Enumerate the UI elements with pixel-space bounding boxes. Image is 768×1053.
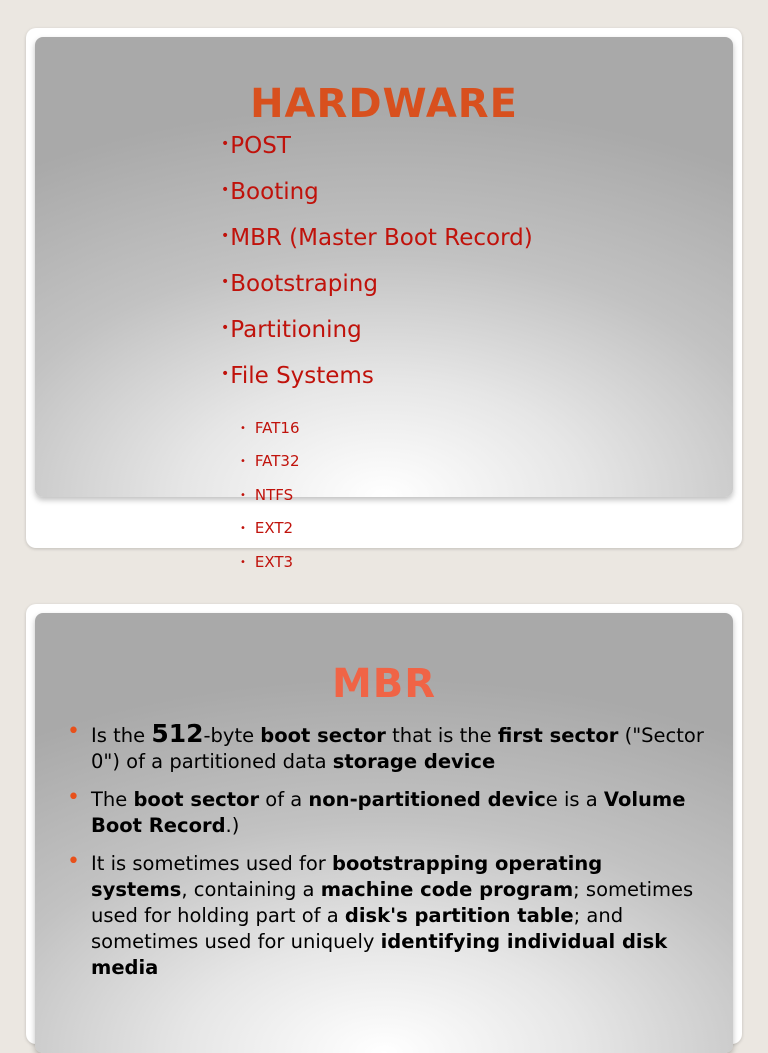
bullet-icon: • (67, 849, 80, 874)
bullet-icon: • (221, 228, 230, 244)
slide-title: MBR (331, 661, 437, 707)
sublist-item (240, 517, 300, 550)
sublist-item-text: FAT16 (254, 419, 300, 437)
slide-hardware (26, 28, 742, 571)
bullet-text (91, 852, 693, 979)
bullet-icon: • (221, 274, 230, 290)
list-item (221, 219, 533, 265)
bullet-icon: • (67, 785, 80, 810)
topic-list (221, 127, 533, 403)
bullet-text (91, 788, 685, 837)
text-segment: .) (225, 814, 240, 837)
bullet-text (91, 719, 704, 773)
bullet-icon: • (221, 320, 230, 336)
text-segment: ("Sector 0") of a partitioned data (91, 724, 704, 773)
slide-hardware-canvas (35, 37, 733, 497)
list-item (221, 127, 533, 173)
sublist-item-text: EXT3 (254, 552, 294, 571)
list-item (221, 311, 533, 357)
bullet-icon: • (240, 456, 246, 468)
slide-mbr (26, 604, 742, 1044)
text-segment: It is sometimes used for (91, 852, 332, 875)
sublist-item-text: NTFS (254, 485, 294, 504)
list-item (221, 173, 533, 219)
bullet-icon: • (221, 366, 230, 382)
text-segment: that is the (385, 724, 498, 747)
text-segment: machine code program (320, 878, 574, 901)
bullet-item (65, 787, 705, 839)
text-segment: boot sector (260, 724, 386, 747)
text-segment: , containing a (181, 878, 321, 901)
text-segment: non-partitioned devic (308, 788, 546, 811)
text-segment: e is a (545, 788, 604, 811)
text-segment: The (91, 788, 134, 811)
bullet-icon: • (221, 182, 230, 198)
slide-title: HARDWARE (250, 81, 518, 127)
text-segment: of a (259, 788, 309, 811)
sublist-item (240, 551, 300, 584)
text-segment: identifying individual disk media (91, 930, 668, 979)
text-segment: ; sometimes used for holding part of a (91, 878, 694, 927)
list-item-text: Booting (230, 179, 319, 205)
list-item-text: MBR (Master Boot Record) (230, 225, 533, 251)
text-segment: boot sector (133, 788, 260, 811)
text-segment: disk's partition table (344, 904, 574, 927)
bullet-icon: • (240, 423, 246, 434)
text-segment: storage device (332, 750, 496, 773)
bullet-icon: • (240, 556, 246, 568)
sublist-item (240, 417, 300, 450)
sublist-item-text: EXT2 (254, 519, 294, 538)
text-segment: ; and sometimes used for uniquely (91, 904, 624, 953)
bullet-icon: • (221, 136, 230, 152)
list-item-text: Partitioning (230, 317, 362, 343)
sublist-item (240, 450, 300, 483)
text-segment: bootstrapping operating systems (91, 852, 603, 901)
bullet-icon: • (240, 523, 246, 535)
mbr-bullet-list (65, 721, 705, 993)
text-segment: Is the (91, 724, 152, 747)
file-system-sublist (240, 417, 300, 584)
sublist-item (240, 484, 300, 517)
bullet-item (65, 721, 705, 775)
bullet-item (65, 851, 705, 981)
list-item-text: POST (230, 133, 291, 159)
bullet-icon: • (240, 489, 246, 501)
text-segment: first sector (497, 724, 619, 747)
slide-mbr-canvas (35, 613, 733, 1053)
list-item (221, 357, 533, 403)
list-item-text: Bootstraping (230, 271, 378, 297)
list-item (221, 265, 533, 311)
text-segment: Volume Boot Record (91, 788, 686, 837)
bullet-icon: • (67, 719, 80, 744)
sublist-item-text: FAT32 (254, 452, 300, 471)
text-segment: -byte (203, 724, 261, 747)
list-item-text: File Systems (230, 363, 374, 389)
text-segment: 512 (151, 719, 204, 748)
